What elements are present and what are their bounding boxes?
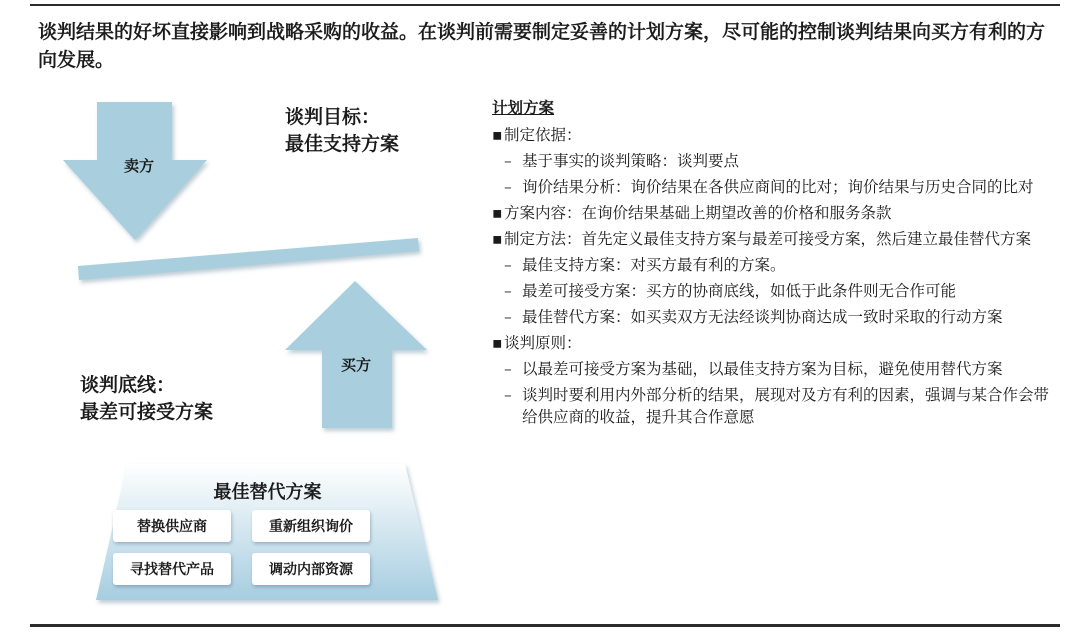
alternative-option: 重新组织询价	[252, 510, 370, 542]
bottom-label-line1: 谈判底线：	[80, 374, 176, 396]
target-label-line1: 谈判目标：	[285, 106, 381, 128]
plan-subitem	[492, 358, 1052, 380]
alternative-option: 寻找替代产品	[113, 553, 231, 585]
plan-item-method	[492, 228, 1052, 250]
plan-subitem	[492, 254, 1052, 276]
dash-icon: –	[504, 386, 512, 404]
plan-item-label: 制定方法：首先定义最佳支持方案与最差可接受方案，然后建立最佳替代方案	[504, 230, 1032, 248]
plan-item-label: 方案内容：在询价结果基础上期望改善的价格和服务条款	[504, 204, 892, 222]
target-label	[285, 104, 399, 158]
alternative-option: 调动内部资源	[252, 553, 370, 585]
bottom-rule	[30, 624, 1060, 627]
plan-item-label: 谈判原则：	[504, 334, 582, 352]
target-label-line2: 最佳支持方案	[285, 133, 400, 155]
bullet-icon: ▪	[492, 230, 503, 248]
alternative-option: 替换供应商	[113, 510, 231, 542]
plan-subitem-text: 最差可接受方案：买方的协商底线，如低于此条件则无合作可能	[522, 282, 957, 300]
dash-icon: –	[504, 178, 512, 196]
buyer-label: 买方	[341, 356, 372, 374]
dash-icon: –	[504, 256, 512, 274]
plan-subitem-text: 最佳替代方案：如买卖双方无法经谈判协商达成一致时采取的行动方案	[522, 308, 1003, 326]
page-header: 谈判结果的好坏直接影响到战略采购的收益。在谈判前需要制定妥善的计划方案，尽可能的控制谈判结果向买方有利的方向发展。	[38, 21, 1046, 71]
plan-subitem	[492, 280, 1052, 302]
negotiation-diagram	[0, 0, 480, 639]
bullet-icon: ▪	[492, 204, 503, 222]
plan-section	[492, 97, 1052, 432]
bottom-line-label	[80, 372, 213, 426]
plan-subitem-text: 以最差可接受方案为基础，以最佳支持方案为目标，避免使用替代方案	[522, 360, 1003, 378]
alternatives-title: 最佳替代方案	[213, 482, 322, 503]
dash-icon: –	[504, 308, 512, 326]
plan-subitem-text: 最佳支持方案：对买方最有利的方案。	[522, 256, 786, 274]
plan-item-basis	[492, 124, 1052, 146]
balance-bar	[78, 238, 419, 280]
plan-subitem	[492, 384, 1052, 428]
plan-subitem	[492, 150, 1052, 172]
plan-item-content	[492, 202, 1052, 224]
plan-item-principle	[492, 332, 1052, 354]
plan-title: 计划方案	[492, 99, 555, 117]
dash-icon: –	[504, 360, 512, 378]
bottom-label-line2: 最差可接受方案	[80, 401, 214, 423]
plan-subitem-text: 询价结果分析：询价结果在各供应商间的比对；询价结果与历史合同的比对	[522, 178, 1034, 196]
plan-subitem	[492, 176, 1052, 198]
plan-subitem-text: 基于事实的谈判策略：谈判要点	[522, 152, 740, 170]
plan-item-label: 制定依据：	[504, 126, 582, 144]
plan-subitem	[492, 306, 1052, 328]
dash-icon: –	[504, 282, 512, 300]
plan-subitem-text: 谈判时要利用内外部分析的结果，展现对及方有利的因素，强调与某合作会带给供应商的收益，提升其合作意愿	[522, 386, 1050, 426]
dash-icon: –	[504, 152, 512, 170]
bullet-icon: ▪	[492, 126, 503, 144]
bullet-icon: ▪	[492, 334, 503, 352]
seller-label: 卖方	[124, 157, 155, 175]
diagram-shapes	[0, 0, 480, 639]
